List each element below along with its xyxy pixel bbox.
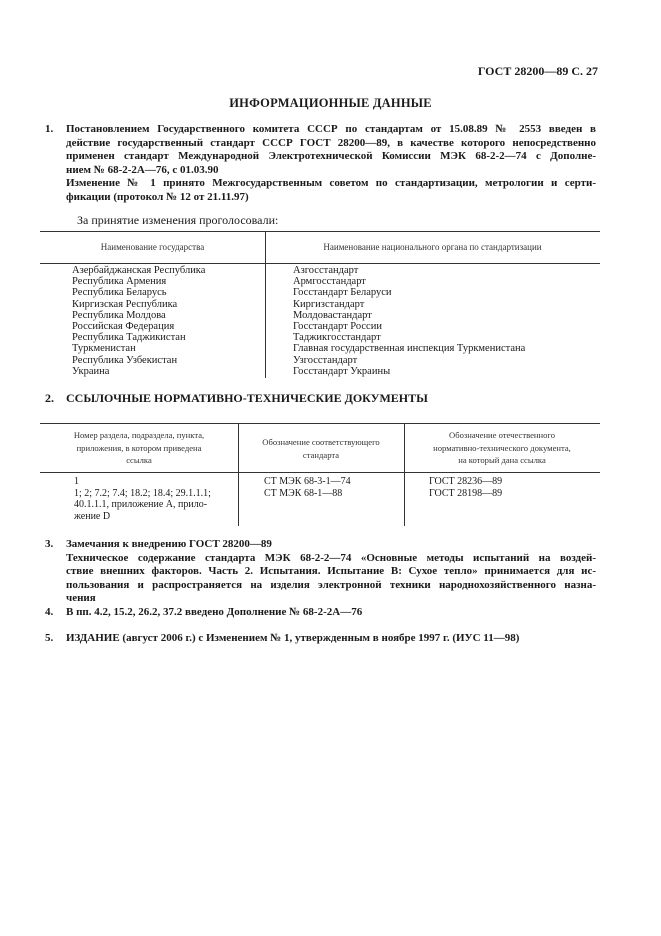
- section-3-line: чения: [66, 592, 96, 605]
- page-title: ИНФОРМАЦИОННЫЕ ДАННЫЕ: [229, 96, 432, 110]
- table-2-cell: ГОСТ 28198—89: [429, 487, 503, 499]
- table-row-body: Узгосстандарт: [293, 354, 358, 366]
- table-2-top-rule: [40, 423, 600, 424]
- table-2-header-section: [40, 429, 238, 467]
- section-1-line: применен стандарт Международной Электротехнической Комиссии МЭК 68-2-2—74 с Дополне-: [66, 150, 596, 163]
- section-3-number: 3.: [45, 538, 54, 550]
- table-2-header-line: на который дана ссылка: [458, 455, 546, 465]
- section-3-title: Замечания к внедрению ГОСТ 28200—89: [66, 538, 272, 550]
- table-row-state: Российская Федерация: [72, 321, 175, 333]
- section-1-line: Постановлением Государственного комитета СССР по стандартам от 15.08.89 № 2553 введен в: [66, 123, 596, 135]
- section-5-line: ИЗДАНИЕ (август 2006 г.) с Изменением № 1, утвержденным в ноябре 1997 г. (ИУС 11—98): [66, 632, 520, 644]
- table-2-col-section: [74, 476, 234, 522]
- table-1-header-rule: [40, 263, 600, 264]
- table-1-states: [72, 265, 262, 377]
- section-4-line: В пп. 4.2, 15.2, 26.2, 37.2 введено Дополнение № 68-2-2А—76: [66, 606, 363, 618]
- section-5-text: [66, 632, 596, 646]
- table-1-header-body: Наименование национального органа по стандартизации: [323, 242, 542, 252]
- table-2-cell: 40.1.1.1, приложение А, прило-: [74, 499, 208, 511]
- table-2-cell: СТ МЭК 68-3-1—74: [264, 476, 351, 487]
- page-header: ГОСТ 28200—89 С. 27: [477, 64, 598, 78]
- table-row-state: Киргизская Республика: [72, 298, 178, 310]
- table-2-header-rule: [40, 472, 600, 473]
- section-5-number: 5.: [45, 632, 54, 644]
- table-1-column-divider: [265, 263, 266, 378]
- table-row-body: Киргизстандарт: [293, 298, 365, 310]
- table-2-header-line: Номер раздела, подраздела, пункта,: [73, 430, 205, 440]
- section-4-text: [66, 606, 596, 620]
- amendment-line: фикации (протокол № 12 от 21.11.97): [66, 190, 249, 203]
- table-row-body: Госстандарт России: [293, 321, 382, 333]
- table-2-cell: ГОСТ 28236—89: [429, 476, 503, 487]
- table-2-header-line: ссылка: [126, 455, 152, 465]
- table-row-state: Республика Молдова: [72, 309, 166, 321]
- table-2-header-line: нормативно-технического документа,: [433, 442, 571, 453]
- table-2-header-national: [404, 429, 600, 467]
- section-3-line: ствие внешних факторов. Часть 2. Испытания. Испытание В: Сухое тепло» принимается для ис-: [66, 565, 596, 578]
- table-row-body: Азгосстандарт: [293, 265, 359, 276]
- table-2-header-line: Обозначение соответствующего: [262, 437, 380, 447]
- table-2-col-standard: [264, 476, 404, 499]
- table-1-bodies: [293, 265, 598, 377]
- section-3-line: пользования и распространяется на изделия электронной техники народнохозяйственного назна-: [66, 578, 596, 591]
- table-row-state: Республика Беларусь: [72, 287, 167, 299]
- table-2-header-line: стандарта: [302, 449, 340, 460]
- table-row-state: Украина: [72, 365, 110, 377]
- table-row-state: Республика Армения: [72, 276, 167, 288]
- table-row-body: Госстандарт Беларуси: [293, 287, 392, 299]
- section-2-title: ССЫЛОЧНЫЕ НОРМАТИВНО-ТЕХНИЧЕСКИЕ ДОКУМЕНТЫ: [66, 391, 428, 405]
- table-2-header-line: приложения, в котором приведена: [76, 442, 202, 453]
- table-2-cell: 1; 2; 7.2; 7.4; 18.2; 18.4; 29.1.1.1;: [74, 487, 211, 499]
- table-row-state: Туркменистан: [72, 343, 136, 355]
- table-row-body: Молдовастандарт: [293, 309, 372, 321]
- table-row-body: Армгосстандарт: [293, 276, 366, 288]
- table-row-body: Госстандарт Украины: [293, 365, 391, 377]
- table-1-header-state: Наименование государства: [100, 242, 205, 252]
- table-2-cell: СТ МЭК 68-1—88: [264, 487, 343, 499]
- table-2-col-national: [429, 476, 589, 499]
- table-2-header-line: Обозначение отечественного: [448, 430, 556, 440]
- section-1-line: нием № 68-2-2А—76, с 01.03.90: [66, 163, 219, 176]
- table-2-cell: жение D: [74, 510, 111, 522]
- table-row-state: Азербайджанская Республика: [72, 265, 206, 276]
- section-3-line: Техническое содержание стандарта МЭК 68-2-2—74 «Основные методы испытаний на воздей-: [66, 551, 596, 564]
- table-row-state: Республика Узбекистан: [72, 354, 178, 366]
- amendment-line: Изменение № 1 принято Межгосударственным советом по стандартизации, метрологии и серти-: [66, 177, 596, 190]
- section-4-number: 4.: [45, 606, 54, 618]
- section-1-line: действие государственный стандарт СССР ГОСТ 28200—89, в качестве которого непосредственно: [66, 136, 596, 149]
- table-row-body: Таджикгосстандарт: [293, 332, 381, 344]
- table-row-body: Главная государственная инспекция Туркменистана: [293, 343, 526, 355]
- section-3-text: [66, 538, 596, 606]
- table-row-state: Республика Таджикистан: [72, 332, 186, 344]
- section-1-text: [66, 123, 596, 205]
- table-2-header-standard: [238, 436, 404, 461]
- voted-intro: За принятие изменения проголосовали:: [77, 213, 279, 227]
- table-1-top-rule: [40, 231, 600, 232]
- section-2-number: 2.: [45, 391, 54, 405]
- section-1-number: 1.: [45, 123, 54, 135]
- table-2-cell: 1: [74, 476, 79, 487]
